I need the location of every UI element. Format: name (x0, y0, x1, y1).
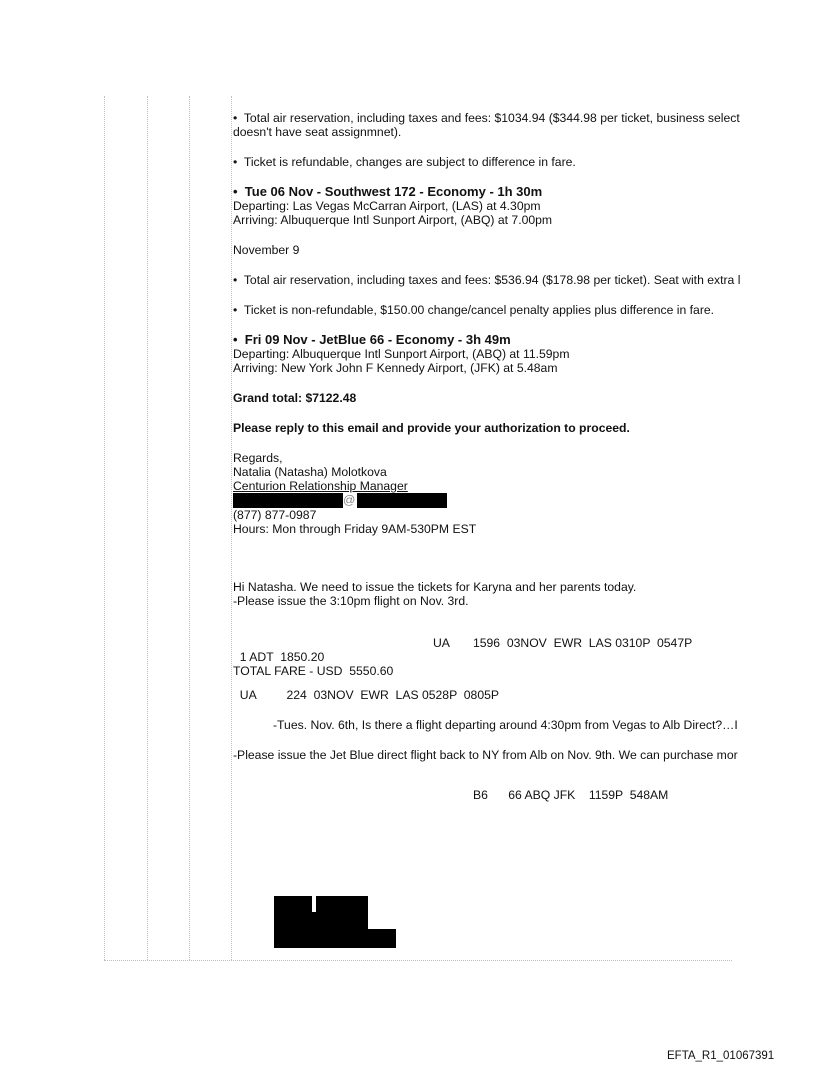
flight-1-title: • Tue 06 Nov - Southwest 172 - Economy - 1h 30m (233, 184, 543, 199)
tues-question: -Tues. Nov. 6th, Is there a flight departing around 4:30pm from Vegas to Alb Direct?…I (273, 718, 738, 732)
jetblue-request: -Please issue the Jet Blue direct flight back to NY from Alb on Nov. 9th. We can purchase mor (233, 748, 738, 762)
fare-line-1: • Total air reservation, including taxes and fees: $1034.94 ($344.98 per ticket, business select (233, 111, 740, 125)
ua-flight-1596: UA 1596 03NOV EWR LAS 0310P 0547P (433, 636, 693, 650)
regards: Regards, (233, 451, 283, 465)
flight-1-arriving: Arriving: Albuquerque Intl Sunport Airport, (ABQ) at 7.00pm (233, 213, 553, 227)
grand-total: Grand total: $7122.48 (233, 391, 357, 405)
table-border-col4 (231, 96, 232, 960)
hours: Hours: Mon through Friday 9AM-530PM EST (233, 522, 477, 536)
table-border-left (104, 96, 105, 960)
table-border-bottom (104, 960, 732, 961)
email-address-redacted: @ (233, 493, 816, 508)
email-body (233, 111, 816, 802)
b6-flight-66: B6 66 ABQ JFK 1159P 548AM (473, 788, 669, 802)
signature-name: Natalia (Natasha) Molotkova (233, 465, 387, 479)
flight-2-arriving: Arriving: New York John F Kennedy Airport, (JFK) at 5.48am (233, 361, 558, 375)
refund-line-2: • Ticket is non-refundable, $150.00 change/cancel penalty applies plus difference in fare. (233, 303, 715, 317)
phone: (877) 877-0987 (233, 508, 317, 522)
refund-line-1: • Ticket is refundable, changes are subject to difference in fare. (233, 155, 576, 169)
table-border-col2 (147, 96, 148, 960)
flight-1-departing: Departing: Las Vegas McCarran Airport, (LAS) at 4.30pm (233, 199, 541, 213)
ua-flight-224: UA 224 03NOV EWR LAS 0528P 0805P (233, 688, 500, 702)
flight-2-departing: Departing: Albuquerque Intl Sunport Airport, (ABQ) at 11.59pm (233, 347, 570, 361)
adt-fare: 1 ADT 1850.20 (233, 650, 325, 664)
issue-request-1: -Please issue the 3:10pm flight on Nov. 3rd. (233, 594, 469, 608)
fare-line-2: • Total air reservation, including taxes and fees: $536.94 ($178.98 per ticket). Seat with extra l (233, 273, 741, 287)
signature-role: Centurion Relationship Manager (233, 479, 408, 493)
redaction-box (274, 912, 368, 930)
redaction-box (357, 493, 447, 508)
date-heading: November 9 (233, 243, 300, 257)
flight-2-title: • Fri 09 Nov - JetBlue 66 - Economy - 3h 49m (233, 332, 511, 347)
reply-request: Please reply to this email and provide your authorization to proceed. (233, 421, 630, 435)
total-fare: TOTAL FARE - USD 5550.60 (233, 664, 394, 678)
document-id: EFTA_R1_01067391 (667, 1050, 775, 1062)
fare-line-1-cont: doesn't have seat assignmnet). (233, 125, 402, 139)
redaction-box (233, 493, 343, 508)
redaction-box (274, 929, 396, 948)
table-border-col3 (189, 96, 190, 960)
greeting-line: Hi Natasha. We need to issue the tickets for Karyna and her parents today. (233, 580, 637, 594)
